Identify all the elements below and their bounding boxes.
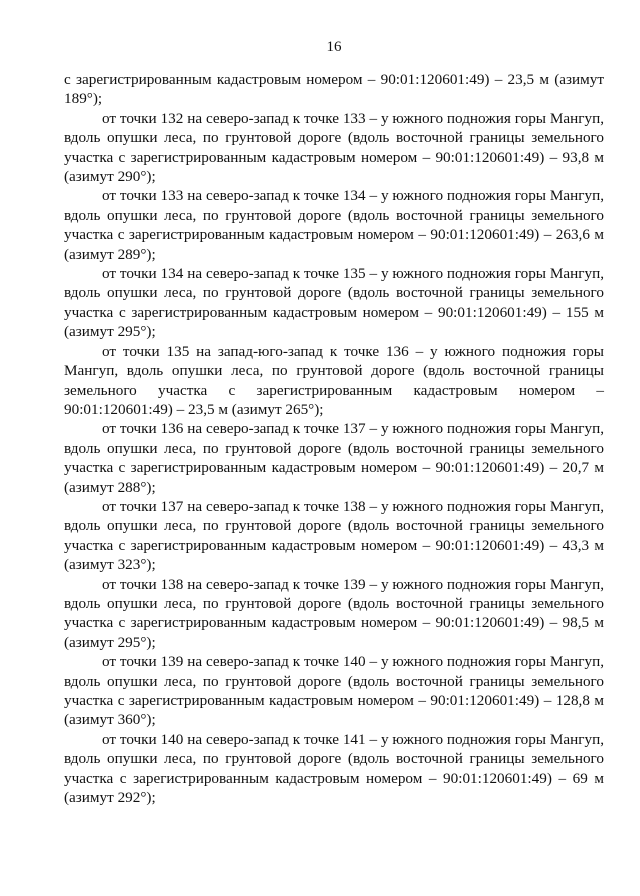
paragraph-segment-139-140: от точки 139 на северо-запад к точке 140 – у южного подножия горы Мангуп, вдоль опушки леса, по грунтовой дороге (вдоль восточной границы земельного участка с зарегистрированным кадастровым номером – 90:01:120601:49) – 128,8 м (азимут 360°);: [64, 653, 604, 729]
paragraph-segment-133-134: от точки 133 на северо-запад к точке 134 – у южного подножия горы Мангуп, вдоль опушки леса, по грунтовой дороге (вдоль восточной границы земельного участка с зарегистрированным кадастровым номером – 90:01:120601:49) – 263,6 м (азимут 289°);: [64, 187, 604, 263]
paragraph-segment-140-141: от точки 140 на северо-запад к точке 141 – у южного подножия горы Мангуп, вдоль опушки леса, по грунтовой дороге (вдоль восточной границы земельного участка с зарегистрированным кадастровым номером – 90:01:120601:49) – 69 м (азимут 292°);: [64, 730, 604, 807]
paragraph-segment-132-133: от точки 132 на северо-запад к точке 133 – у южного подножия горы Мангуп, вдоль опушки леса, по грунтовой дороге (вдоль восточной границы земельного участка с зарегистрированным кадастровым номером – 90:01:120601:49) – 93,8 м (азимут 290°);: [64, 109, 604, 186]
paragraph-segment-134-135: от точки 134 на северо-запад к точке 135 – у южного подножия горы Мангуп, вдоль опушки леса, по грунтовой дороге (вдоль восточной границы земельного участка с зарегистрированным кадастровым номером – 90:01:120601:49) – 155 м (азимут 295°);: [64, 265, 604, 341]
paragraph-segment-136-137: от точки 136 на северо-запад к точке 137 – у южного подножия горы Мангуп, вдоль опушки леса, по грунтовой дороге (вдоль восточной границы земельного участка с зарегистрированным кадастровым номером – 90:01:120601:49) – 20,7 м (азимут 288°);: [64, 420, 604, 496]
paragraph-segment-138-139: от точки 138 на северо-запад к точке 139 – у южного подножия горы Мангуп, вдоль опушки леса, по грунтовой дороге (вдоль восточной границы земельного участка с зарегистрированным кадастровым номером – 90:01:120601:49) – 98,5 м (азимут 295°);: [64, 575, 604, 651]
paragraph-segment-137-138: от точки 137 на северо-запад к точке 138 – у южного подножия горы Мангуп, вдоль опушки леса, по грунтовой дороге (вдоль восточной границы земельного участка с зарегистрированным кадастровым номером – 90:01:120601:49) – 43,3 м (азимут 323°);: [64, 497, 604, 574]
page-number: 16: [326, 39, 342, 55]
paragraph-continuation: с зарегистрированным кадастровым номером – 90:01:120601:49) – 23,5 м (азимут 189°);: [64, 71, 604, 108]
paragraph-segment-135-136: от точки 135 на запад-юго-запад к точке 136 – у южного подножия горы Мангуп, вдоль опушки леса, по грунтовой дороге (вдоль восточной границы земельного участка с зарегистрированным кадастровым номером – 90:01:120601:49) – 23,5 м (азимут 265°);: [64, 342, 604, 418]
